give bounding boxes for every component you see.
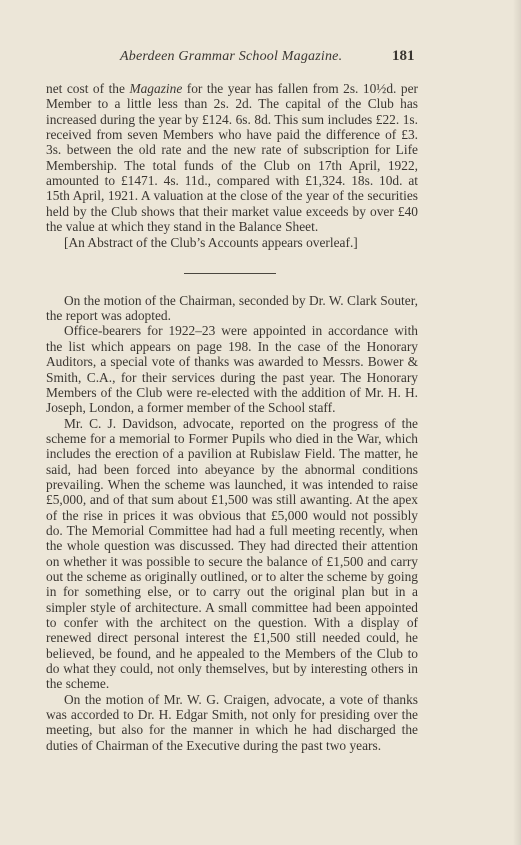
paragraph-finances-start: net cost of the [46,81,130,96]
paragraph-war-memorial: Mr. C. J. Davidson, advocate, reported on the progress of the scheme for a memorial to Former Pupils who died in the War, which includes the erection of a pavilion at Rubislaw Field. The matter, he said, had been forced into abeyance by the abnormal conditions prevailing. When the scheme was launched, it was intended to raise £5,000, and of that sum about £1,500 was still awanting. At the apex of the rise in prices it was obvious that £5,000 would not possibly do. The Memorial Committee had had a full meeting recently, when the whole question was discussed. They had directed their attention on whether it was possible to secure the balance of £1,500 and carry out the scheme as originally outlined, or to alter the scheme by going in for something else, or to carry out the original plan but in a simpler style of architecture. A small committee had been appointed to confer with the architect on the question. With a display of renewed direct personal interest the £1,500 still needed could, he believed, be found, and he appealed to the Members of the Club to do what they could, not only themselves, but by interesting others in the scheme. [46,415,418,692]
page-number: 181 [392,48,415,64]
accounts-abstract-note: [An Abstract of the Club’s Accounts appears overleaf.] [64,235,358,251]
page-edge-shadow [513,0,521,845]
paragraph-office-bearers: Office-bearers for 1922–23 were appointed in accordance with the list which appears on page 198. In the case of the Honorary Auditors, a special vote of thanks was awarded to Messrs. Bower & Smith, C.A., for their services during the past year. The Honorary Members of the Club were re-elected with the addition of Mr. H. H. Joseph, London, a former member of the School staff. [46,323,418,416]
page-header [0,47,521,67]
running-title: Aberdeen Grammar School Magazine. [120,49,343,64]
paragraph-finances-rest: for the year has fallen from 2s. 10½d. per Member to a little less than 2s. 2d. The capital of the Club has increased during the year by £124. 6s. 8d. This sum includes £22. 1s. received from seven Members who have paid the difference of £3. 3s. between the old rate and the new rate of subscription for Life Membership. The total funds of the Club on 17th April, 1922, amounted to £1471. 4s. 11d., compared with £1,324. 18s. 10d. at 15th April, 1921. A valuation at the close of the year of the securities held by the Club shows that their market value exceeds by over £40 the value at which they stand in the Balance Sheet. [46,81,418,235]
paragraph-finances [46,81,418,234]
section-divider-area [46,251,418,293]
magazine-title-italic: Magazine [129,81,183,96]
section-divider [184,273,276,274]
article-body [46,81,418,753]
paragraph-vote-of-thanks: On the motion of Mr. W. G. Craigen, advocate, a vote of thanks was accorded to Dr. H. Edgar Smith, not only for presiding over the meeting, but also for the manner in which he had discharged the duties of Chairman of the Executive during the past two years. [46,691,418,753]
paragraph-report-adopted: On the motion of the Chairman, seconded by Dr. W. Clark Souter, the report was adopted. [46,292,418,324]
